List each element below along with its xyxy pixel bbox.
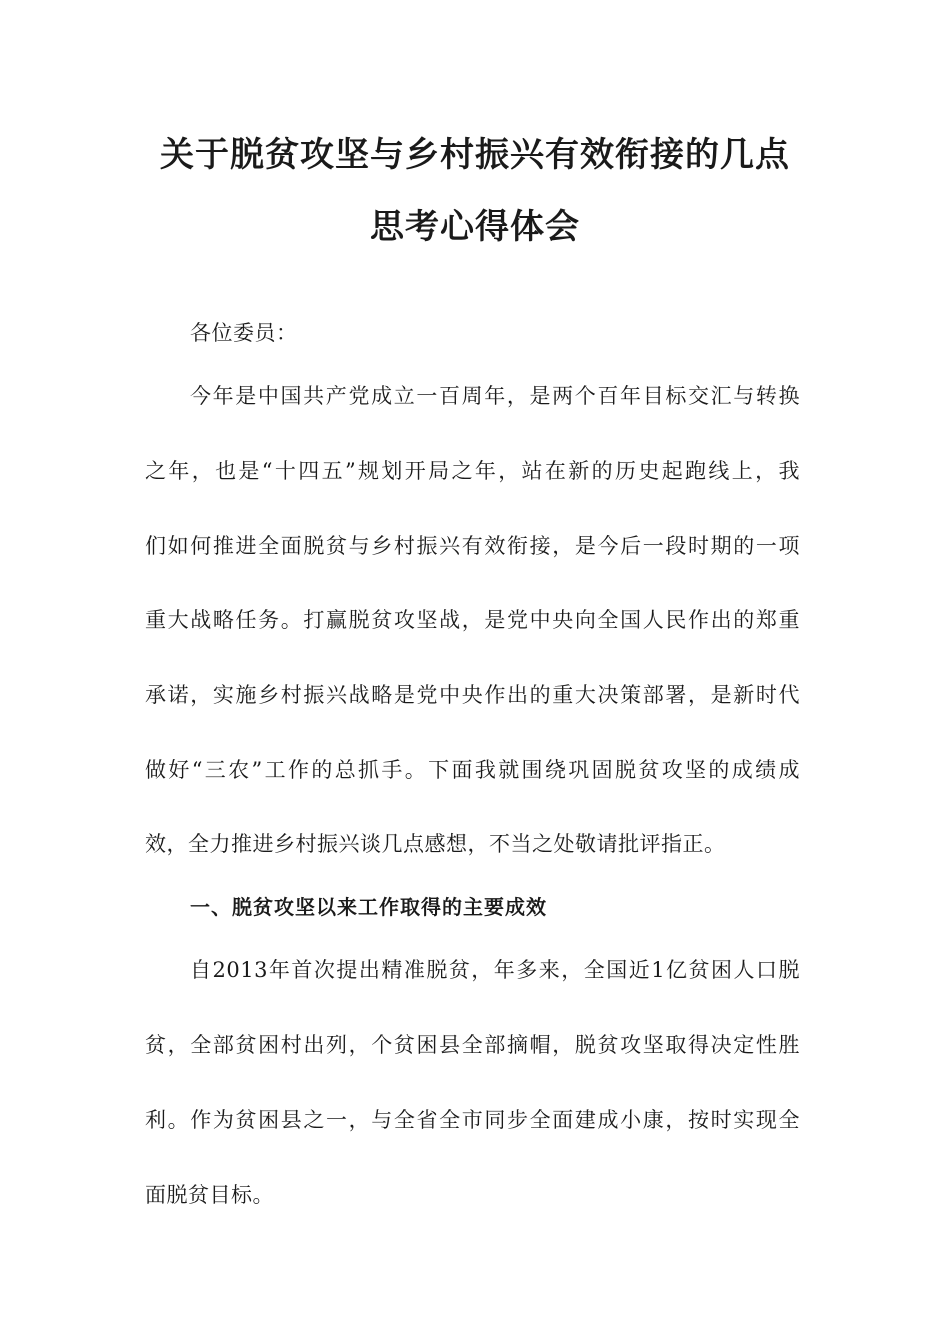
- paragraph-line: 利。作为贫困县之一，与全省全市同步全面建成小康，按时实现全: [145, 1108, 800, 1132]
- paragraph-line: 效，全力推进乡村振兴谈几点感想，不当之处敬请批评指正。: [145, 832, 726, 856]
- paragraph-line: 自2013年首次提出精准脱贫，年多来，全国近1亿贫困人口脱: [190, 958, 800, 982]
- paragraph-line: 面脱贫目标。: [145, 1183, 274, 1207]
- paragraph-line: 做好“三农”工作的总抓手。下面我就围绕巩固脱贫攻坚的成绩成: [145, 758, 800, 782]
- document-title-line-1: 关于脱贫攻坚与乡村振兴有效衔接的几点: [160, 135, 790, 175]
- paragraph-line: 之年，也是“十四五”规划开局之年，站在新的历史起跑线上，我: [145, 459, 800, 483]
- paragraph-line: 承诺，实施乡村振兴战略是党中央作出的重大决策部署，是新时代: [145, 683, 800, 707]
- paragraph-line: 贫，全部贫困村出列，个贫困县全部摘帽，脱贫攻坚取得决定性胜: [145, 1033, 800, 1057]
- document-title-line-2: 思考心得体会: [370, 207, 580, 247]
- paragraph-line: 重大战略任务。打赢脱贫攻坚战，是党中央向全国人民作出的郑重: [145, 608, 800, 632]
- paragraph-line: 今年是中国共产党成立一百周年，是两个百年目标交汇与转换: [190, 384, 800, 408]
- section-heading: 一、脱贫攻坚以来工作取得的主要成效: [190, 895, 547, 919]
- salutation: 各位委员：: [190, 321, 298, 345]
- paragraph-line: 们如何推进全面脱贫与乡村振兴有效衔接，是今后一段时期的一项: [145, 534, 800, 558]
